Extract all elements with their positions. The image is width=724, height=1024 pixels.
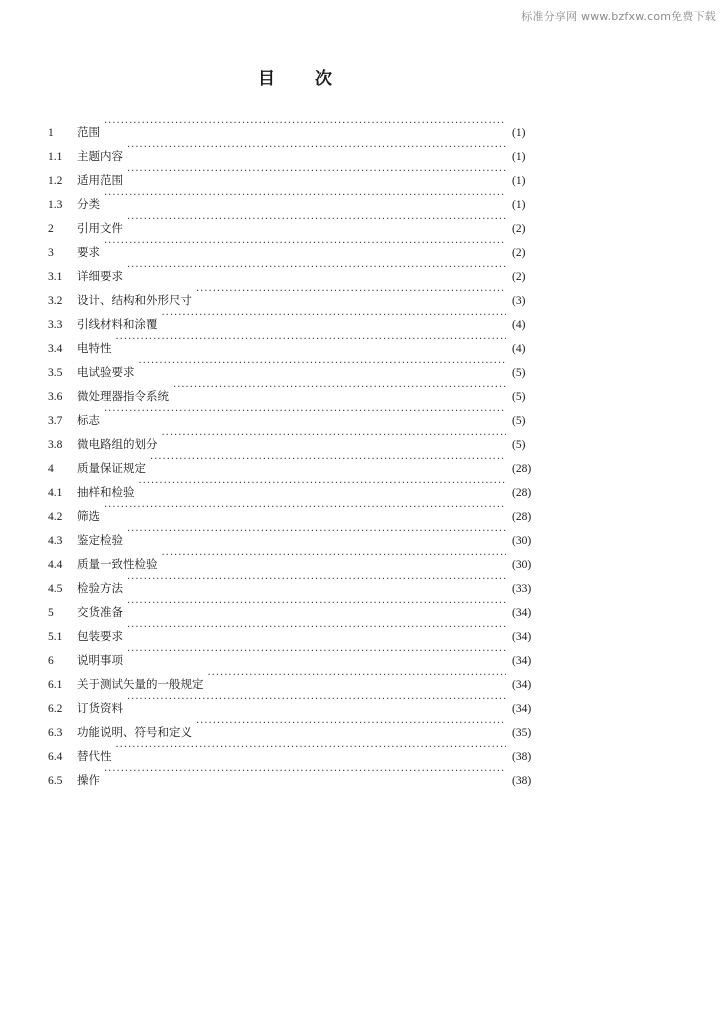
toc-entry-number: 6.3 <box>48 727 63 739</box>
toc-entry-title: 引线材料和涂覆 <box>77 317 158 331</box>
toc-entry-page: (1) <box>512 151 526 163</box>
toc-entry <box>48 136 540 163</box>
toc-entry <box>48 256 540 283</box>
toc-entry <box>48 208 540 235</box>
toc-leader-dots <box>139 472 507 496</box>
toc-entry-number: 3.6 <box>48 391 63 403</box>
toc-entry <box>48 328 540 355</box>
toc-entry <box>48 736 540 763</box>
toc-leader-dots <box>196 280 506 304</box>
toc-entry-page: (28) <box>512 463 532 475</box>
watermark-text: 标准分享网 www.bzfxw.com免费下载 <box>521 10 716 23</box>
toc-leader-dots <box>208 664 507 688</box>
toc-entry-title: 质量保证规定 <box>77 461 146 475</box>
toc-entry-title: 关于测试矢量的一般规定 <box>77 677 204 691</box>
toc-leader-dots <box>116 736 507 760</box>
toc-entry <box>48 760 540 787</box>
toc-leader-dots <box>104 184 506 208</box>
toc-entry-title: 分类 <box>77 197 100 211</box>
toc-entry-title: 检验方法 <box>77 581 123 595</box>
toc-entry-title: 要求 <box>77 245 100 259</box>
toc-leader-dots <box>196 712 506 736</box>
toc-entry-number: 3.4 <box>48 343 63 355</box>
toc-entry-page: (4) <box>512 343 526 355</box>
toc-entry-number: 6.2 <box>48 703 63 715</box>
toc-entry-title: 电特性 <box>77 341 112 355</box>
toc-entry-title: 微电路组的划分 <box>77 437 158 451</box>
toc-entry-number: 5 <box>48 607 54 619</box>
toc-entry-page: (28) <box>512 511 532 523</box>
toc-leader-dots <box>104 496 506 520</box>
toc-leader-dots <box>104 760 506 784</box>
toc-entry-title: 操作 <box>77 773 100 787</box>
toc-entry-number: 4.3 <box>48 535 63 547</box>
toc-entry-page: (4) <box>512 319 526 331</box>
toc-entry-title: 微处理器指令系统 <box>77 389 169 403</box>
toc-leader-dots <box>139 352 507 376</box>
toc-leader-dots <box>127 160 506 184</box>
page-title: 目次 <box>258 69 372 89</box>
toc-entry-number: 1.1 <box>48 151 63 163</box>
toc-entry-title: 说明事项 <box>77 653 123 667</box>
toc-entry-page: (2) <box>512 223 526 235</box>
toc-entry-number: 3.2 <box>48 295 63 307</box>
toc-entry-number: 1.2 <box>48 175 63 187</box>
toc-entry-title: 标志 <box>77 413 100 427</box>
toc-entry-page: (2) <box>512 247 526 259</box>
toc-leader-dots <box>127 616 506 640</box>
toc-entry-title: 抽样和检验 <box>77 485 135 499</box>
toc-leader-dots <box>127 568 506 592</box>
toc-entry-title: 主题内容 <box>77 149 123 163</box>
toc-entry-number: 3.3 <box>48 319 63 331</box>
toc-entry-number: 4.2 <box>48 511 63 523</box>
toc-leader-dots <box>162 424 507 448</box>
toc-entry-page: (3) <box>512 295 526 307</box>
toc-entry-page: (34) <box>512 679 532 691</box>
toc-entry-title: 电试验要求 <box>77 365 135 379</box>
toc-entry-page: (33) <box>512 583 532 595</box>
toc-leader-dots <box>127 520 506 544</box>
toc-entry-page: (34) <box>512 607 532 619</box>
toc-entry-title: 包装要求 <box>77 629 123 643</box>
toc-entry-title: 适用范围 <box>77 173 123 187</box>
toc-entry-title: 详细要求 <box>77 269 123 283</box>
toc-leader-dots <box>162 544 507 568</box>
toc-entry-title: 鉴定检验 <box>77 533 123 547</box>
toc-entry <box>48 112 540 139</box>
toc-entry-page: (2) <box>512 271 526 283</box>
toc-leader-dots <box>127 256 506 280</box>
toc-entry-number: 6.1 <box>48 679 63 691</box>
toc-entry-number: 2 <box>48 223 54 235</box>
toc-entry-page: (34) <box>512 703 532 715</box>
toc-leader-dots <box>127 208 506 232</box>
toc-entry-page: (38) <box>512 751 532 763</box>
toc-entry-page: (5) <box>512 439 526 451</box>
toc-entry-title: 筛选 <box>77 509 100 523</box>
toc-entry-number: 1.3 <box>48 199 63 211</box>
toc-entry-page: (28) <box>512 487 532 499</box>
toc-entry-number: 3.1 <box>48 271 63 283</box>
toc-entry-title: 替代性 <box>77 749 112 763</box>
toc-entry-page: (5) <box>512 415 526 427</box>
toc-entry <box>48 424 540 451</box>
toc-entry-page: (38) <box>512 775 532 787</box>
toc-entry-page: (34) <box>512 631 532 643</box>
toc-entry-page: (5) <box>512 367 526 379</box>
toc-entry-number: 4.4 <box>48 559 63 571</box>
toc-entry-page: (5) <box>512 391 526 403</box>
toc-entry <box>48 400 540 427</box>
toc-leader-dots <box>104 112 506 136</box>
toc-entry-title: 订货资料 <box>77 701 123 715</box>
toc-leader-dots <box>127 592 506 616</box>
toc-entry-number: 4 <box>48 463 54 475</box>
toc-entry-number: 5.1 <box>48 631 63 643</box>
toc-leader-dots <box>116 328 507 352</box>
toc-leader-dots <box>104 232 506 256</box>
toc-leader-dots <box>127 688 506 712</box>
toc-entry-number: 1 <box>48 127 54 139</box>
toc-entry-number: 4.5 <box>48 583 63 595</box>
toc-entry-number: 3.5 <box>48 367 63 379</box>
toc-entry <box>48 352 540 379</box>
toc-entry-title: 引用文件 <box>77 221 123 235</box>
toc-leader-dots <box>162 304 507 328</box>
toc-entry-page: (1) <box>512 199 526 211</box>
toc-leader-dots <box>127 640 506 664</box>
toc-entry <box>48 184 540 211</box>
toc-entry-title: 交货准备 <box>77 605 123 619</box>
toc-entry-number: 6.4 <box>48 751 63 763</box>
toc-entry-number: 4.1 <box>48 487 63 499</box>
toc-entry-title: 设计、结构和外形尺寸 <box>77 293 192 307</box>
toc-entry-page: (1) <box>512 175 526 187</box>
toc-entry-page: (1) <box>512 127 526 139</box>
toc-entry-number: 6.5 <box>48 775 63 787</box>
toc-entry-number: 3.8 <box>48 439 63 451</box>
toc-leader-dots <box>173 376 506 400</box>
toc-entry-number: 6 <box>48 655 54 667</box>
toc-entry-number: 3 <box>48 247 54 259</box>
toc-leader-dots <box>150 448 506 472</box>
toc-entry-title: 功能说明、符号和定义 <box>77 725 192 739</box>
toc-entry <box>48 496 540 523</box>
toc-leader-dots <box>127 136 506 160</box>
toc-entry-number: 3.7 <box>48 415 63 427</box>
toc-entry-page: (35) <box>512 727 532 739</box>
toc-entry-page: (34) <box>512 655 532 667</box>
toc-entry-title: 质量一致性检验 <box>77 557 158 571</box>
table-of-contents <box>48 112 540 787</box>
toc-leader-dots <box>104 400 506 424</box>
toc-entry <box>48 232 540 259</box>
toc-entry-title: 范围 <box>77 125 100 139</box>
toc-entry-page: (30) <box>512 535 532 547</box>
toc-entry <box>48 520 540 547</box>
toc-entry-page: (30) <box>512 559 532 571</box>
